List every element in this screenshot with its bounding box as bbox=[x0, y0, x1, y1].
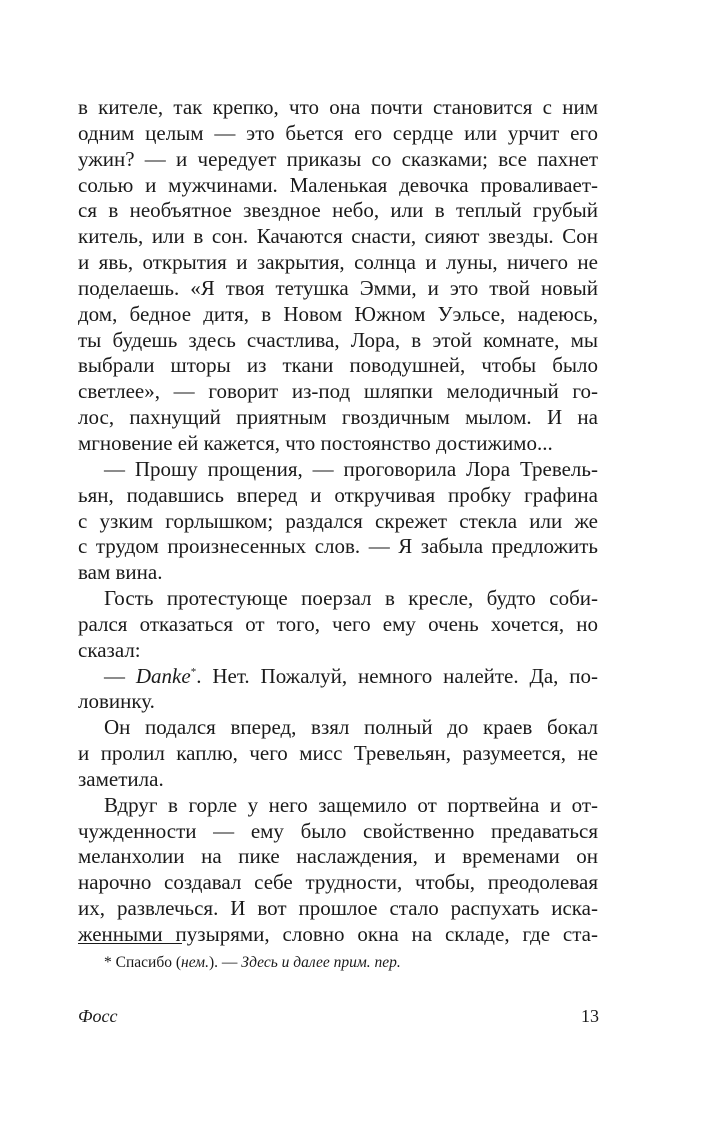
running-footer-author: Фосс bbox=[78, 1006, 118, 1026]
text-line: Вдруг в горле у него защемило от портвейна и от- bbox=[104, 792, 598, 817]
footnote-mid: ). — bbox=[208, 954, 242, 971]
dash: — bbox=[104, 663, 136, 688]
text-line: их, развлечься. И вот прошлое стало распухать иска- bbox=[78, 896, 598, 921]
text-line: заметила. bbox=[78, 766, 164, 791]
footnote-note: Здесь и далее прим. пер. bbox=[241, 954, 401, 971]
text-line: дом, бедное дитя, в Новом Южном Уэльсе, надеюсь, bbox=[78, 301, 598, 326]
body-text bbox=[78, 95, 598, 948]
text-line: Гость протестующе поерзал в кресле, будто соби- bbox=[104, 586, 598, 611]
text-line: — Прошу прощения, — проговорила Лора Тревель- bbox=[104, 456, 598, 481]
text-line: с узким горлышком; раздался скрежет стекла или же bbox=[78, 508, 598, 533]
text-line: в кителе, так крепко, что она почти становится с ним bbox=[78, 95, 598, 119]
footnote-divider bbox=[78, 943, 182, 944]
text-line: меланхолии на пике наслаждения, и временами он bbox=[78, 844, 598, 869]
text-line: лос, пахнущий приятным гвоздичным мылом. И на bbox=[78, 405, 598, 430]
text-line: одним целым — это бьется его сердце или урчит его bbox=[78, 120, 598, 145]
footnote-lang: нем. bbox=[181, 954, 209, 971]
text-line: вам вина. bbox=[78, 560, 163, 585]
text-line: нарочно создавал себе трудности, чтобы, преодолевая bbox=[78, 870, 598, 895]
danke-rest: . Нет. Пожалуй, немного налейте. Да, по- bbox=[196, 663, 599, 688]
text-line: ужин? — и чередует приказы со сказками; все пахнет bbox=[78, 146, 598, 171]
text-line: рался отказаться от того, чего ему очень хочется, но bbox=[78, 611, 598, 636]
text-line: ся в необъятное звездное небо, или в теплый грубый bbox=[78, 198, 598, 223]
text-line: светлее», — говорит из-под шляпки мелодичный го- bbox=[78, 379, 598, 404]
text-line: ловинку. bbox=[78, 689, 155, 714]
footnote-marker: * bbox=[190, 665, 197, 678]
text-line: женными пузырями, словно окна на складе, где ста- bbox=[78, 922, 598, 946]
text-line: сказал: bbox=[78, 637, 141, 662]
text-line: мгновение ей кажется, что постоянство достижимо... bbox=[78, 430, 553, 455]
text-line: чужденности — ему было свойственно предаваться bbox=[78, 818, 598, 843]
text-line: китель, или в сон. Качаются снасти, сияют звезды. Сон bbox=[78, 224, 598, 249]
danke-line bbox=[78, 664, 598, 690]
footnote-text: * Спасибо ( bbox=[104, 954, 181, 971]
foreign-word: Danke bbox=[135, 663, 191, 688]
text-line: ьян, подавшись вперед и откручивая пробку графина bbox=[78, 482, 598, 507]
footnote bbox=[104, 953, 401, 973]
text-line: и пролил каплю, чего мисс Тревельян, разумеется, не bbox=[78, 741, 598, 766]
text-line: с трудом произнесенных слов. — Я забыла предложить bbox=[78, 534, 598, 559]
page-number: 13 bbox=[581, 1006, 599, 1026]
text-line: Он подался вперед, взял полный до краев бокал bbox=[104, 715, 598, 740]
text-line: выбрали шторы из ткани поводушней, чтобы было bbox=[78, 353, 598, 378]
text-line: поделаешь. «Я твоя тетушка Эмми, и это твой новый bbox=[78, 275, 598, 300]
text-line: и явь, открытия и закрытия, солнца и луны, ничего не bbox=[78, 250, 598, 275]
text-line: солью и мужчинами. Маленькая девочка проваливает- bbox=[78, 172, 598, 197]
text-line: ты будешь здесь счастлива, Лора, в этой комнате, мы bbox=[78, 327, 598, 352]
